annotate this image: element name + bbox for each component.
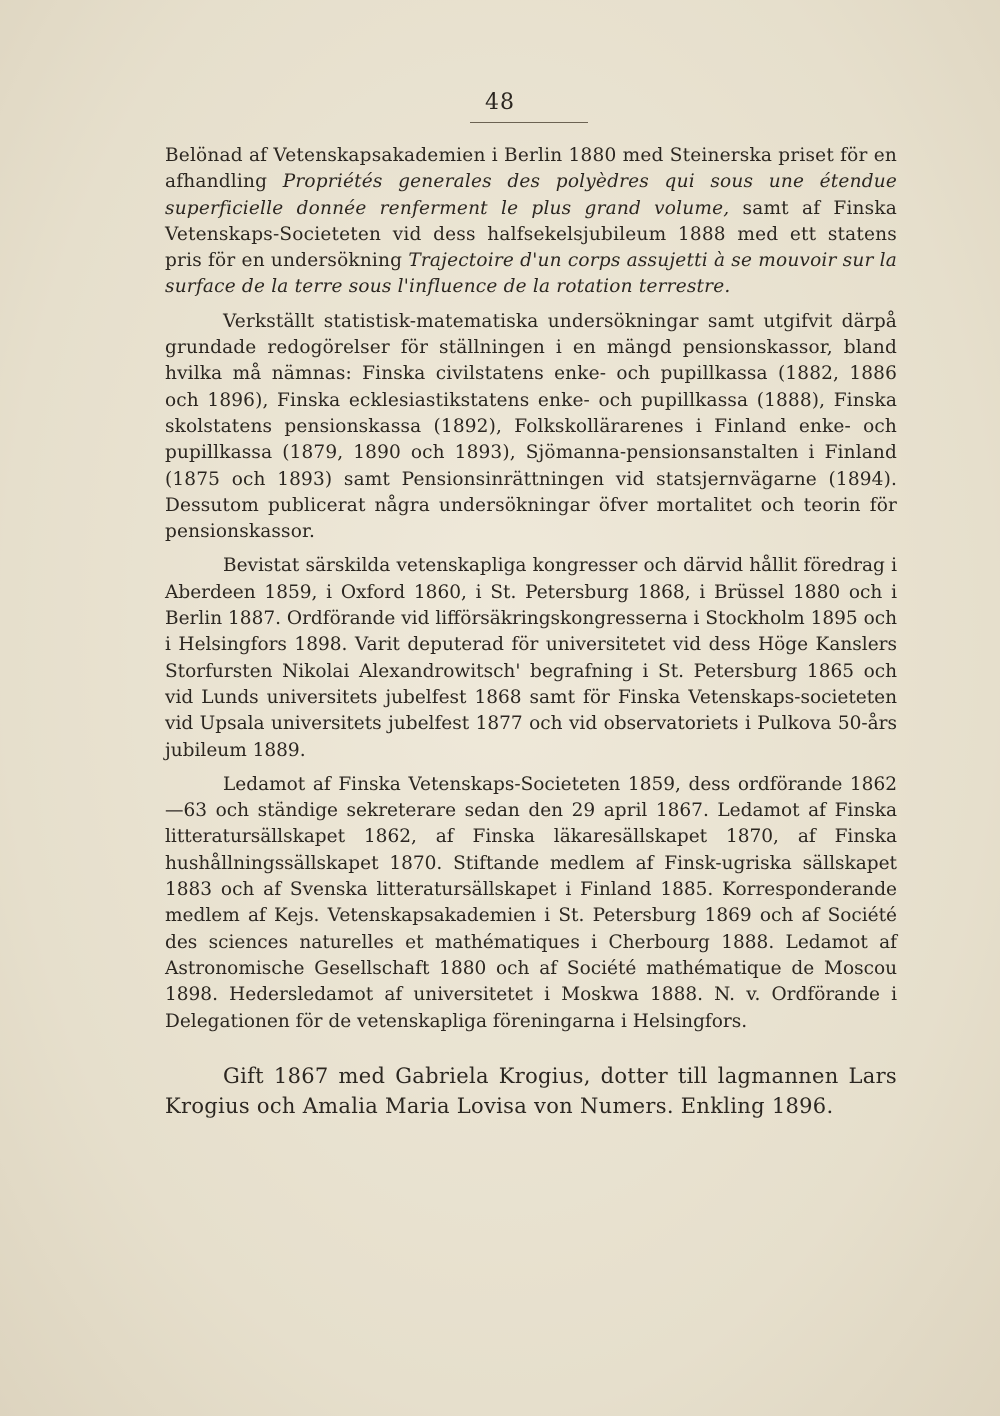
paragraph-awards-title-1: Propriétés generales des polyèdres qui sous une étendue superficielle donnée renferment le plus grand volume, (165, 171, 898, 219)
body-text (165, 143, 897, 1121)
paragraph-memberships: Ledamot af Finska Vetenskaps-Societeten 1859, dess ordförande 1862—63 och ständige sekreterare sedan den 29 april 1867. Ledamot af Finska litteratursällskapet 1862, af Finska läkaresällskapet 1870, af Finska hushållningssällskapet 1870. Stiftande medlem af Finsk-ugriska sällskapet 1883 och af Svenska litteratursällskapet i Finland 1885. Korresponderande medlem af Kejs. Vetenskapsakademien i St. Petersburg 1869 och af Société des sciences naturelles et mathématiques i Cherbourg 1888. Ledamot af Astronomische Gesellschaft 1880 och af Société mathématique de Moscou 1898. Hedersledamot af universitetet i Moskwa 1888. N. v. Ordförande i Delegationen för de vetenskapliga föreningarna i Helsingfors. (165, 773, 897, 1032)
paragraph-pension-studies: Verkställt statistisk-matematiska undersökningar samt utgifvit därpå grundade redogörelser för ställningen i en mängd pensionskassor, bland hvilka må nämnas: Finska civilstatens enke- och pupillkassa (1882, 1886 och 1896), Finska ecklesiastikstatens enke- och pupillkassa (1888), Finska skolstatens pensionskassa (1892), Folkskollärarenes i Finland enke- och pupillkassa (1879, 1890 och 1893), Sjömanna-pensionsanstalten i Finland (1875 och 1893) samt Pensionsinrättningen vid statsjernvägarne (1894). Dessutom publicerat några undersökningar öfver mortalitet och teorin för pensionskassor. (165, 310, 897, 543)
paragraph-congresses: Bevistat särskilda vetenskapliga kongresser och därvid hållit föredrag i Aberdeen 1859, i Oxford 1860, i St. Petersburg 1868, i Brüssel 1880 och i Berlin 1887. Ordförande vid lifförsäkringskongresserna i Stockholm 1895 och i Helsingfors 1898. Varit deputerad för universitetet vid dess Höge Kanslers Storfursten Nikolai Alexandrowitsch' begrafning i St. Petersburg 1865 och vid Lunds universitets jubelfest 1868 samt för Finska Vetenskaps-societeten vid Upsala universitets jubelfest 1877 och vid observatoriets i Pulkova 50-års jubileum 1889. (165, 555, 897, 761)
paragraph-awards-text-1: Belönad af Vetenskapsakademien i Berlin 1880 med Steinerska priset för en afhandling (165, 145, 897, 193)
paragraph-awards-title-2: Trajectoire d'un corps assujetti à se mouvoir sur la surface de la terre sous l'influence de la rotation terrestre. (165, 250, 897, 298)
page-number: 48 (485, 90, 515, 115)
paragraph-awards (165, 143, 897, 301)
paragraph-awards-text-2: samt af Finska Vetenskaps-Societeten vid dess halfsekelsjubileum 1888 med ett statens pris för en undersökning (165, 197, 898, 272)
page-number-rule (470, 122, 588, 123)
paragraph-marriage: Gift 1867 med Gabriela Krogius, dotter till lagmannen Lars Krogius och Amalia Maria Lovisa von Numers. Enkling 1896. (165, 1063, 897, 1118)
